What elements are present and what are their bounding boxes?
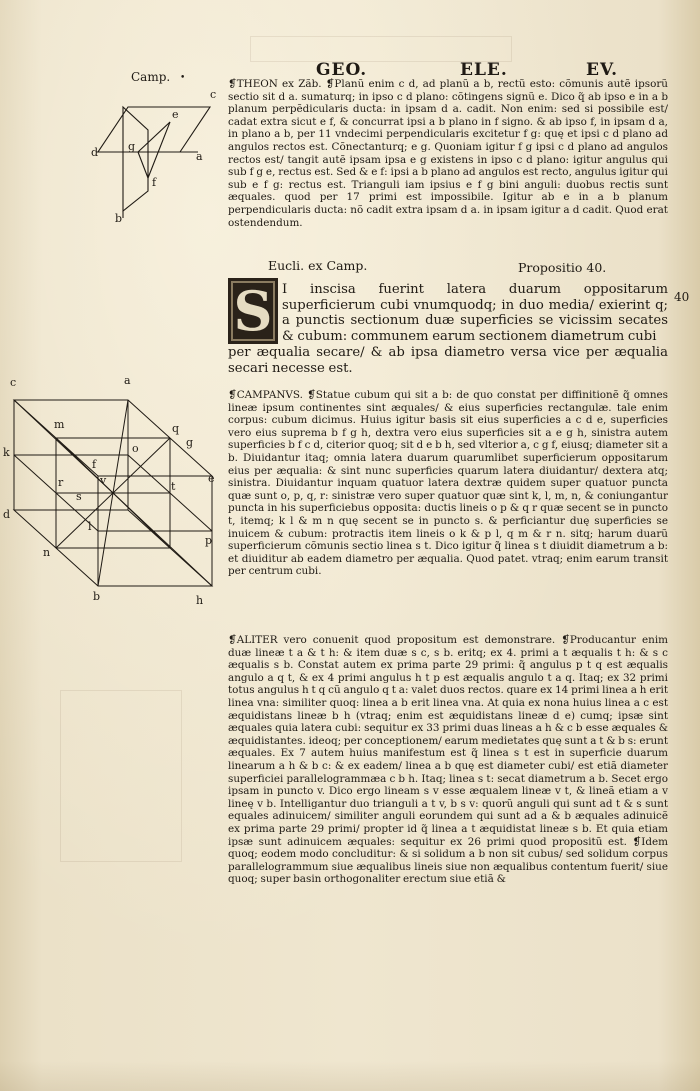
figure-caption: Camp. bbox=[131, 70, 171, 84]
bleed-through-shadow bbox=[60, 690, 182, 862]
point-label-g: g bbox=[128, 140, 136, 153]
cube-label: a bbox=[124, 374, 131, 387]
cube-label: m bbox=[54, 418, 65, 431]
proposition-text: I inscisa fuerint latera duarum oppositarum superficierum cubi vnumquodq; in duo media/ exierint q; a punctis sectionum duæ superficies se vicissim secates & cubum: communem earum sectionem diametrum cubi bbox=[282, 282, 668, 344]
cube-label: p bbox=[205, 534, 213, 547]
point-label-f: f bbox=[152, 176, 157, 189]
cube-label: t bbox=[171, 480, 176, 493]
cube-label: n bbox=[43, 546, 51, 559]
cube-label: h bbox=[196, 594, 204, 607]
proposition-number: Propositio 40. bbox=[518, 260, 607, 275]
campanus-paragraph: ❡CAMPANVS. ❡Statue cubum qui sit a b: de quo constat per diffinitionẽ q̃ omnes lineæ ipsum continentes sint æquales/ & eius superficies rectangulæ. tale enim corpus: cubum dicimus. Huius igitur basis sit eius superficies a c d e, superficies vero eius suprema b f g h, dextra vero eius superficies sit a e g h, sinistra autem superficies b f c d, citerior quoq; sit d e b h, sed vlterior a, c g f, eiusq; diameter sit a b. Diuidantur itaq; omnia latera duarum quarumlibet superficierum oppositarum eius per æqualia: & sint nunc superficies quarum latera diuidantur/ dextera atq; sinistra. Diuidantur inquam quatuor latera dextræ quidem super quatuor puncta quæ sunt o, p, q, r: sinistræ vero super quatuor quæ sint k, l, m, n, & coniungantur puncta in his superficiebus opposita: ductis lineis o p & q r quæ secent se in puncto t, itemq; k l & m n quę secent se in puncto s. & perficiantur duę superficies se inuicem & cubum: protractis item lineis o k & p l, q m & r n. sitq; harum duarũ superficierum cõmunis sectio linea s t. Dico igitur q̃ linea s t diuidit diametrum a b: et diuiditur ab eadem diametro per æqualia. Quod patet. vtraq; enim earum transit per centrum cubi. bbox=[228, 389, 668, 578]
aliter-paragraph: ❡ALITER vero conuenit quod propositum est demonstrare. ❡Producantur enim duæ lineæ t a & t h: & item duæ s c, s b. eritq; ex 4. primi a t æqualis t h: & s c æqualis s b. Constat autem ex prima parte 29 primi: q̃ angulus p t q est æqualis angulo a q t, & ex 4 primi angulus h t p est æqualis angulo t a q. Itaq; ex 32 primi totus angulus h t q cũ angulo q t a: valet duos rectos. quare ex 14 primi linea a h erit linea vna: similiter quoq: linea a b erit linea vna. At quia ex nona huius linea a c est æquidistans lineæ b h (vtraq; enim est æquidistans lineæ d e) cumq; ipsæ sint æquales quia latera cubi: sequitur ex 33 primi duas lineas a h & c b esse æquales & æquidistantes. ideoq; per conceptionem/ earum medietates quę sunt a t & b s: erunt æquales. Ex 7 autem huius manifestum est q̃ linea s t est in superficie duarum linearum a h & b c: & ex eadem/ linea a b quę est diameter cubi/ est etiã diameter superficiei parallelogrammæa c b h. Itaq; linea s t: secat diametrum a b. Secet ergo ipsam in puncto v. Dico ergo lineam s v esse æqualem lineæ v t, & lineã etiam a v lineę v b. Intelligantur duo trianguli a t v, b s v: quorũ anguli qui sunt ad t & s sunt equales adinuicem/ similiter anguli eorundem qui sunt ad a & b æquales adinuicẽ ex prima parte 29 primi/ propter id q̃ linea a t æquidistat lineæ s b. Et quia etiam ipsæ sunt adinuicem æquales: sequitur ex 26 primi quod propositũ est. ❡Idem quoq; eodem modo concluditur: & si solidum a b non sit cubus/ sed solidum corpus parallelogrammum siue æqualibus lineis siue non æqualibus contentum fuerit/ siue quoq; super basin orthogonaliter erectum siue etiã & bbox=[228, 634, 669, 886]
cube-label: r bbox=[58, 476, 64, 489]
point-label-b: b bbox=[115, 212, 123, 225]
cube-label: g bbox=[186, 436, 194, 449]
cube-figure bbox=[0, 372, 226, 612]
margin-proposition-number: 40 bbox=[674, 290, 690, 304]
cube-label: b bbox=[93, 590, 101, 603]
theon-paragraph: ❡THEON ex Zãb. ❡Planũ enim c d, ad planũ a b, rectũ esto: cõmunis autẽ ipsorũ sectio sit d a. sumaturq; in ipso c d plano: cõtingens signũ e. Dico q̃ ab ipso e in a b planum perpẽdicularis ducta: in ipsam d a. cadit. Non enim: sed si possibile est/ cadat extra sicut e f, & concurrat ipsi a b plano in f signo. & ab ipso f, in ipsam d a, in plano a b, per 11 vndecimi perpendicularis excitetur f g: quę et ipsi c d plano ad angulos rectos est. Cõnectanturq; e g. Quoniam igitur f g ipsi c d plano ad angulos rectos est/ tangit autẽ ipsam ipsa e g existens in ipso c d plano: igitur angulus qui sub f g e, rectus est. Sed & e f: ipsi a b plano ad angulos est recto, angulus igitur qui sub e f g: rectus est. Trianguli iam ipsius e f g bini anguli: duobus rectis sunt æquales. quod per 17 primi est impossibile. Igitur ab e in a b planum perpendicularis ducta: nõ cadit extra ipsam d a. in ipsam igitur a d cadit. Quod erat ostendendum. bbox=[228, 78, 668, 229]
page-edge-shadow bbox=[0, 1061, 700, 1091]
running-head-left: GEO. bbox=[316, 60, 368, 80]
cube-label: l bbox=[88, 520, 92, 533]
point-label-a: a bbox=[196, 150, 203, 163]
running-head-right: EV. bbox=[586, 60, 619, 80]
cube-label: c bbox=[10, 376, 17, 389]
cube-label: f bbox=[92, 458, 97, 471]
proposition-source: Eucli. ex Camp. bbox=[268, 258, 368, 273]
proposition-text-continued: per æqualia secare/ & ab ipsa diametro versa vice per æqualia secari necesse est. bbox=[228, 345, 668, 376]
cube-label: o bbox=[132, 442, 139, 455]
running-head-middle: ELE. bbox=[460, 60, 508, 80]
point-label-e: e bbox=[172, 108, 179, 121]
vertical-plane bbox=[123, 107, 148, 211]
cube-label: v bbox=[100, 474, 107, 487]
figure-dot: • bbox=[180, 73, 186, 83]
cube-label: k bbox=[3, 446, 10, 459]
cube-label: e bbox=[208, 472, 215, 485]
horizontal-plane bbox=[98, 107, 210, 152]
cube-label: d bbox=[3, 508, 11, 521]
decorated-initial: S bbox=[228, 278, 278, 344]
planes-figure bbox=[88, 86, 228, 226]
point-label-d: d bbox=[91, 146, 99, 159]
cube-label: s bbox=[76, 490, 82, 503]
cube-label: q bbox=[172, 422, 180, 435]
bleed-through-shadow bbox=[250, 36, 512, 62]
point-label-c: c bbox=[210, 88, 217, 101]
